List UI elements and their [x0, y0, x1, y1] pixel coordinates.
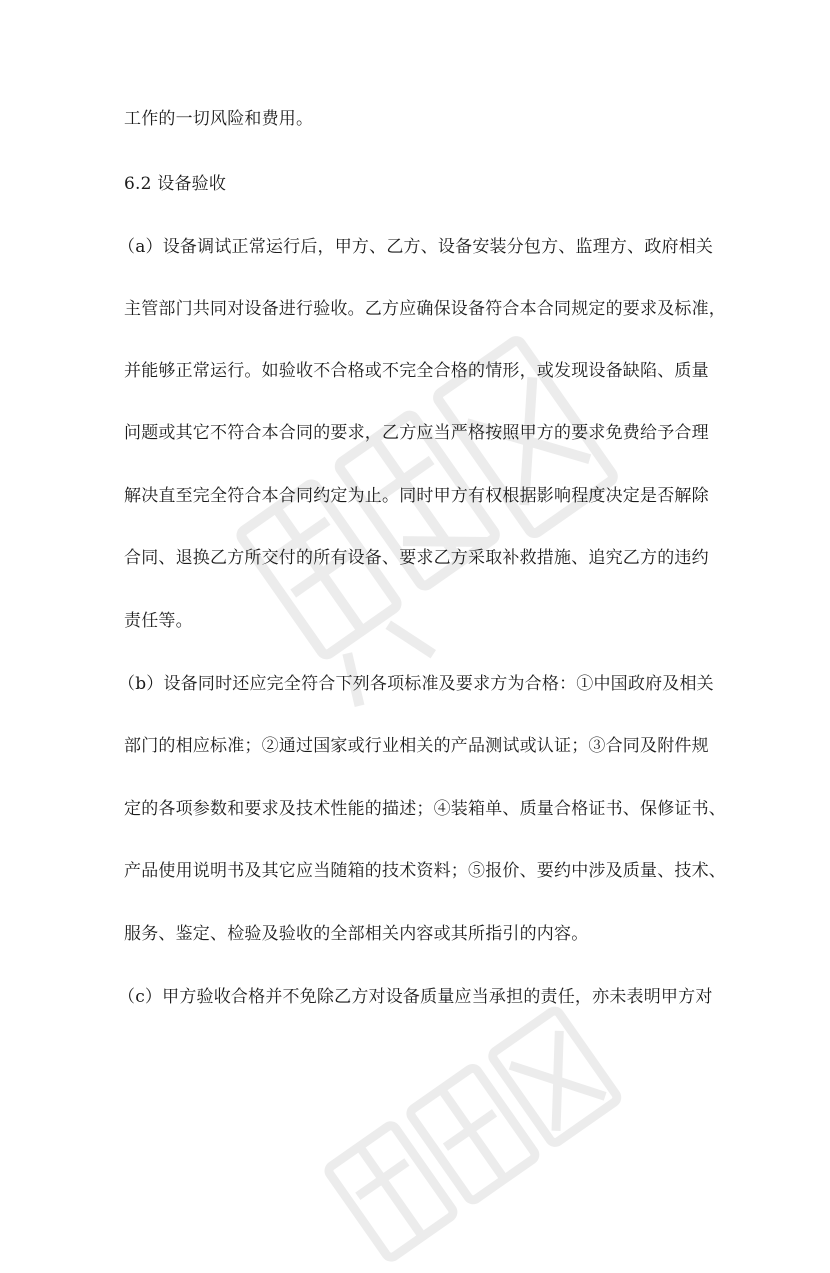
text-line: （c）甲方验收合格并不免除乙方对设备质量应当承担的责任，亦未表明甲方对: [118, 987, 713, 1007]
text-line: 解决直至完全符合本合同约定为止。同时甲方有权根据影响程度决定是否解除: [124, 486, 709, 506]
section-heading: 6.2 设备验收: [124, 174, 227, 194]
text-line: 并能够正常运行。如验收不合格或不完全合格的情形，或发现设备缺陷、质量: [124, 361, 709, 381]
text-line: 工作的一切风险和费用。: [124, 109, 314, 129]
text-line: （b）设备同时还应完全符合下列各项标准及要求方为合格：①中国政府及相关: [118, 674, 714, 694]
text-line: 主管部门共同对设备进行验收。乙方应确保设备符合本合同规定的要求及标准，: [124, 299, 726, 319]
text-line: 服务、鉴定、检验及验收的全部相关内容或其所指引的内容。: [124, 924, 589, 944]
text-line: 责任等。: [124, 611, 193, 631]
text-line: 问题或其它不符合本合同的要求，乙方应当严格按照甲方的要求免费给予合理: [124, 423, 709, 443]
text-line: 定的各项参数和要求及技术性能的描述；④装箱单、质量合格证书、保修证书、: [124, 799, 726, 819]
text-line: 合同、退换乙方所交付的所有设备、要求乙方采取补救措施、追究乙方的违约: [124, 548, 709, 568]
watermark-logo-bottom: [307, 987, 633, 1273]
text-line: 部门的相应标准；②通过国家或行业相关的产品测试或认证；③合同及附件规: [124, 736, 709, 756]
text-line: 产品使用说明书及其它应当随箱的技术资料；⑤报价、要约中涉及质量、技术、: [124, 861, 726, 881]
text-line: （a）设备调试正常运行后，甲方、乙方、设备安装分包方、监理方、政府相关: [118, 237, 714, 257]
